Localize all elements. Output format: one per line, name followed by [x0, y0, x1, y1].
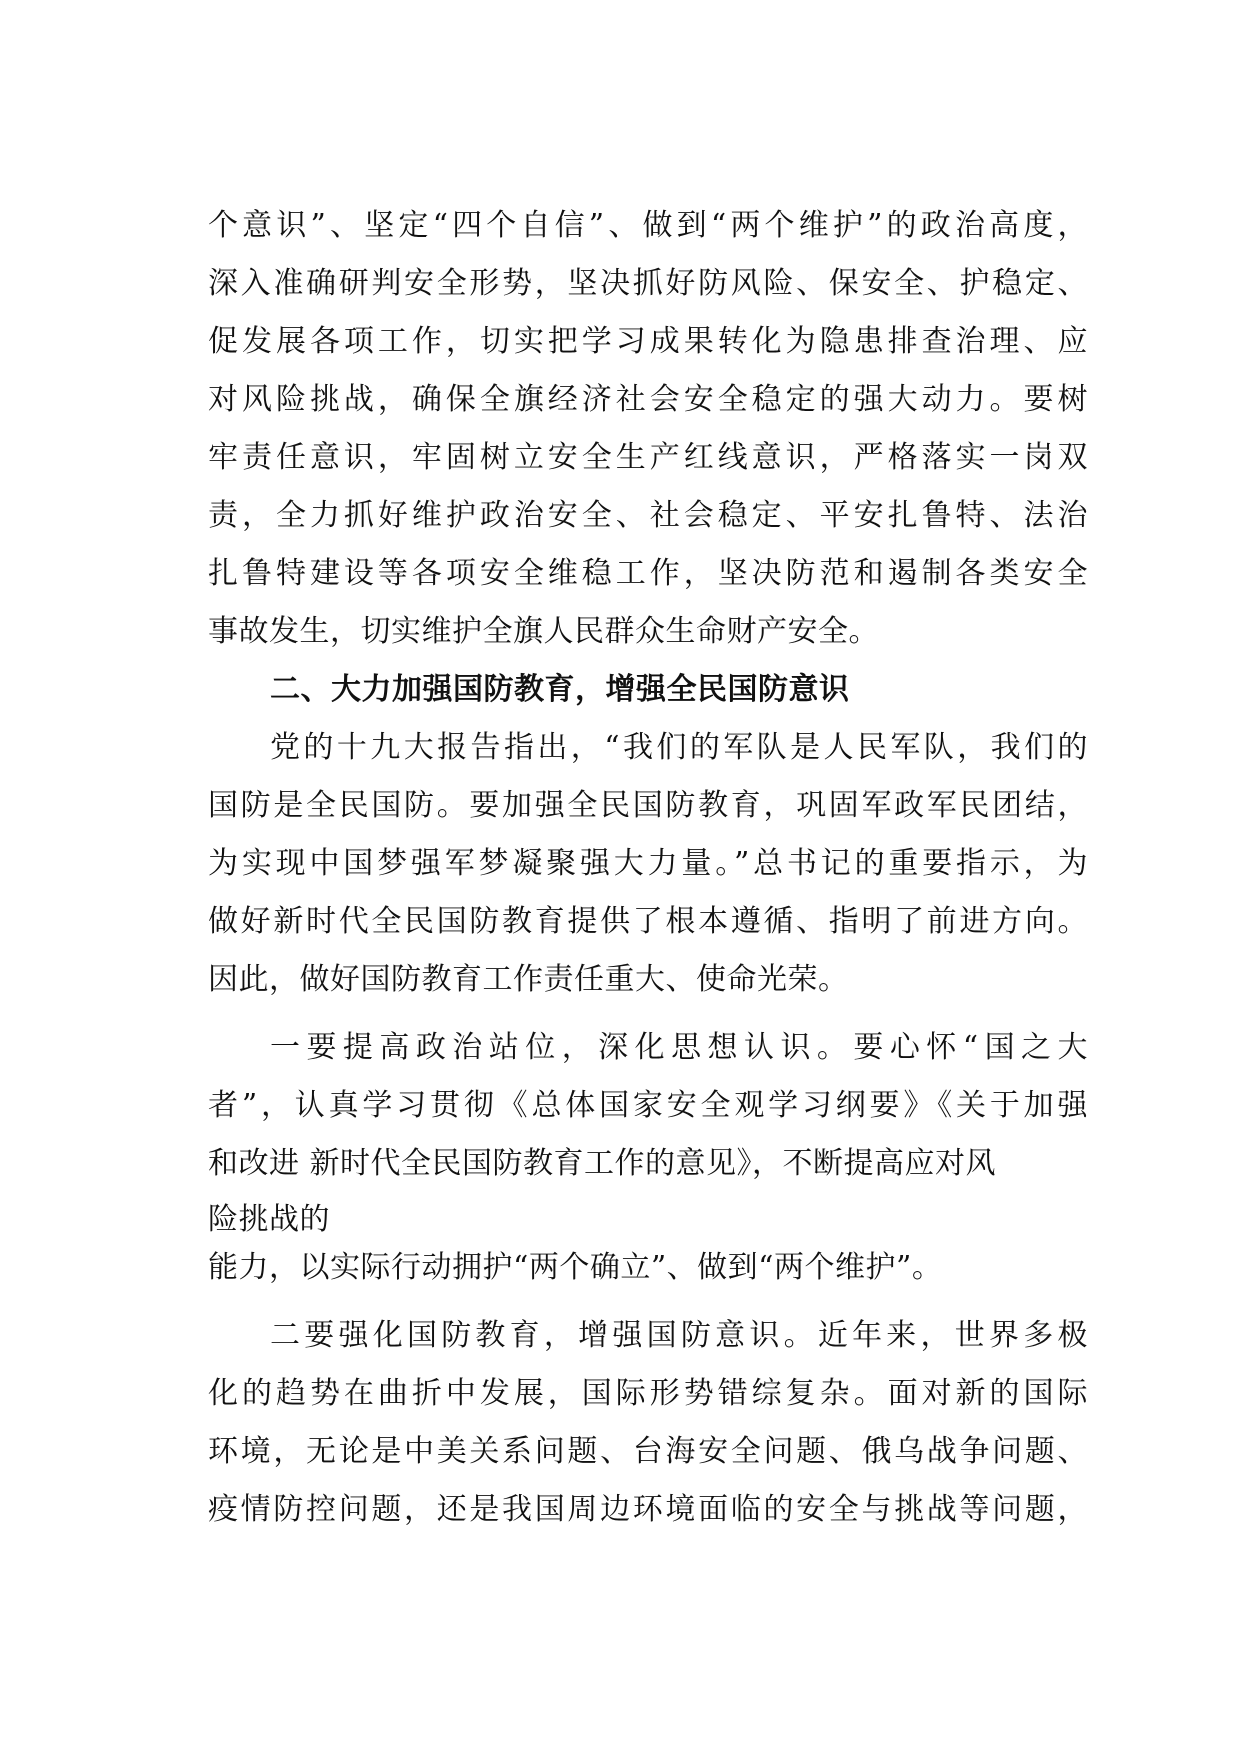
text-line: 扎鲁特建设等各项安全维稳工作，坚决防范和遏制各类安全 [208, 556, 1088, 591]
text-line: 促发展各项工作，切实把学习成果转化为隐患排查治理、应 [208, 324, 1088, 359]
text-line: 环境，无论是中美关系问题、台海安全问题、俄乌战争问题、 [208, 1434, 1088, 1469]
text-line: 事故发生，切实维护全旗人民群众生命财产安全。 [208, 614, 879, 649]
text-line: 二要强化国防教育，增强国防意识。近年来，世界多极 [270, 1318, 1088, 1353]
text-line: 化的趋势在曲折中发展，国际形势错综复杂。面对新的国际 [208, 1376, 1088, 1411]
text-line: 能力，以实际行动拥护“两个确立”、做到“两个维护”。 [208, 1250, 943, 1285]
text-line: 深入准确研判安全形势，坚决抓好防风险、保安全、护稳定、 [208, 266, 1088, 301]
text-line: 牢责任意识，牢固树立安全生产红线意识，严格落实一岗双 [208, 440, 1088, 475]
text-line: 一要提高政治站位，深化思想认识。要心怀“国之大 [270, 1030, 1088, 1065]
text-line: 为实现中国梦强军梦凝聚强大力量。”总书记的重要指示，为 [208, 846, 1088, 881]
text-line: 和改进 新时代全民国防教育工作的意见》，不断提高应对风 [208, 1146, 997, 1181]
text-line: 做好新时代全民国防教育提供了根本遵循、指明了前进方向。 [208, 904, 1088, 939]
text-line: 对风险挑战，确保全旗经济社会安全稳定的强大动力。要树 [208, 382, 1088, 417]
section-heading: 二、大力加强国防教育，增强全民国防意识 [270, 672, 850, 707]
text-line: 党的十九大报告指出，“我们的军队是人民军队，我们的 [270, 730, 1088, 765]
text-line: 因此，做好国防教育工作责任重大、使命光荣。 [208, 962, 849, 997]
text-line: 险挑战的 [208, 1202, 330, 1237]
text-line: 国防是全民国防。要加强全民国防教育，巩固军政军民团结， [208, 788, 1088, 823]
text-line: 个意识”、坚定“四个自信”、做到“两个维护”的政治高度， [208, 208, 1088, 243]
text-line: 疫情防控问题，还是我国周边环境面临的安全与挑战等问题， [208, 1492, 1088, 1527]
text-line: 者”，认真学习贯彻《总体国家安全观学习纲要》《关于加强 [208, 1088, 1088, 1123]
text-line: 责，全力抓好维护政治安全、社会稳定、平安扎鲁特、法治 [208, 498, 1088, 533]
